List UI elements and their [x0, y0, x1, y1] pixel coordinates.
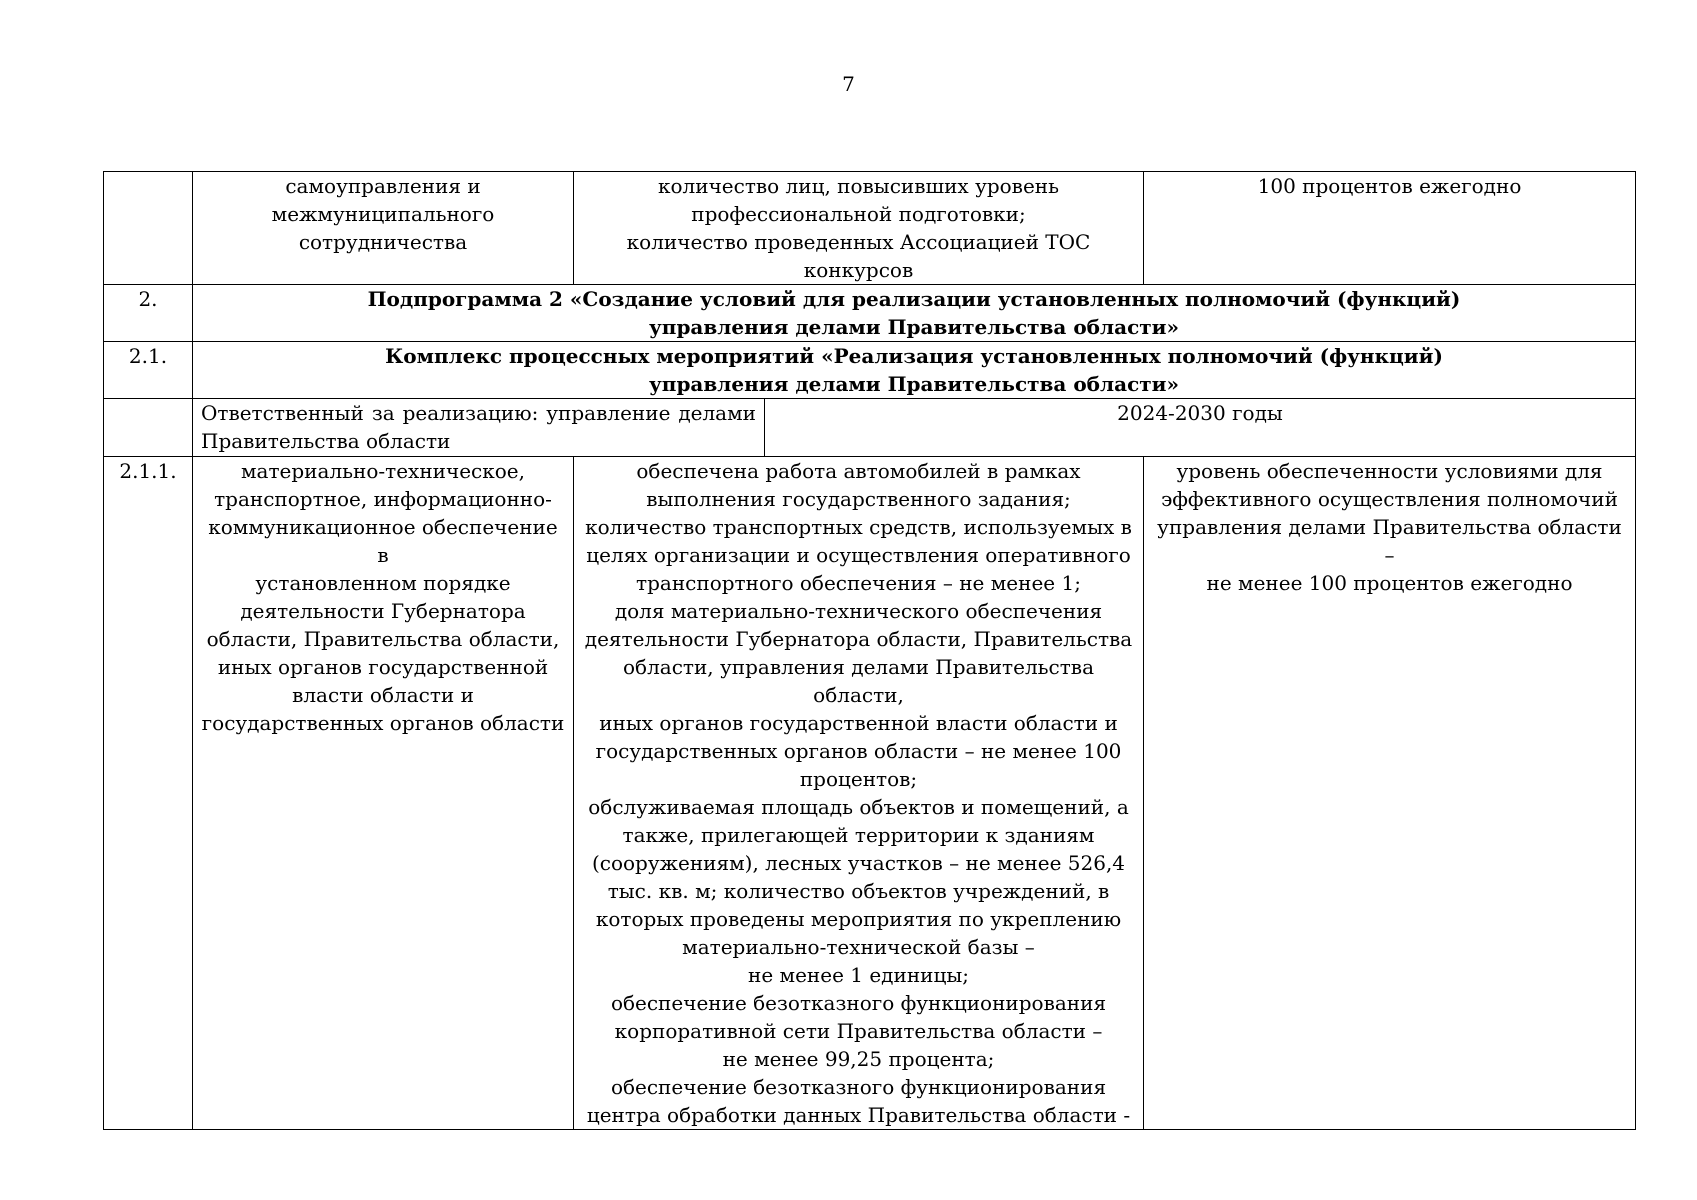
- text-line: профессиональной подготовки;: [691, 202, 1026, 226]
- text-line: не менее 1 единицы;: [747, 963, 969, 987]
- text-line: транспортного обеспечения – не менее 1;: [636, 571, 1081, 595]
- text-line: сотрудничества: [298, 230, 468, 254]
- row-number: 2.1.1.: [104, 457, 193, 1130]
- text-line: власти области и: [292, 683, 474, 707]
- table-row: [104, 342, 1636, 399]
- text-line: установленном порядке: [255, 571, 511, 595]
- responsible-row: [193, 399, 1636, 457]
- text-line: обслуживаемая площадь объектов и помещений, а: [588, 795, 1129, 819]
- text-line: количество транспортных средств, используемых в: [585, 515, 1132, 539]
- text-line: эффективного осуществления полномочий: [1161, 487, 1618, 511]
- text-line: выполнения государственного задания;: [646, 487, 1071, 511]
- row-number: 2.: [104, 285, 193, 342]
- text-line: деятельности Губернатора области, Правительства: [584, 627, 1133, 651]
- text-line: иных органов государственной: [217, 655, 549, 679]
- text-line: обеспечена работа автомобилей в рамках: [636, 459, 1081, 483]
- text-line: области, управления делами Правительства области,: [622, 655, 1094, 707]
- table-row: [104, 172, 1636, 285]
- text-line: коммуникационное обеспечение в: [208, 515, 558, 567]
- text-line: не менее 100 процентов ежегодно: [1206, 571, 1573, 595]
- text-line: государственных органов области: [201, 711, 565, 735]
- text-line: материально-технической базы –: [682, 935, 1035, 959]
- text-line: Подпрограмма 2 «Создание условий для реализации установленных полномочий (функций): [367, 287, 1461, 311]
- text-line: управления делами Правительства области»: [649, 315, 1179, 339]
- text-line: не менее 99,25 процента;: [722, 1047, 995, 1071]
- text-line: (сооружениям), лесных участков – не менее 526,4: [591, 851, 1126, 875]
- subprogram-title: [193, 285, 1636, 342]
- years-text: 2024-2030 годы: [1117, 401, 1283, 425]
- text-line: также, прилегающей территории к зданиям: [622, 823, 1095, 847]
- complex-title: [193, 342, 1636, 399]
- text-line: которых проведены мероприятия по укреплению: [595, 907, 1122, 931]
- row-number: [104, 399, 193, 457]
- text-line: управления делами Правительства области –: [1157, 515, 1622, 567]
- text-line: конкурсов: [803, 258, 914, 282]
- table-row: [104, 285, 1636, 342]
- text-line: самоуправления и: [285, 174, 481, 198]
- text-line: центра обработки данных Правительства области -: [586, 1103, 1131, 1127]
- row-number: [104, 172, 193, 285]
- text-line: транспортное, информационно-: [214, 487, 552, 511]
- activity-cell: [193, 172, 574, 285]
- text-line: области, Правительства области,: [206, 627, 560, 651]
- table-row: [104, 457, 1636, 1130]
- text-line: 100 процентов ежегодно: [1257, 174, 1522, 198]
- text-line: Комплекс процессных мероприятий «Реализация установленных полномочий (функций): [385, 344, 1443, 368]
- activity-cell: [193, 457, 574, 1130]
- text-line: государственных органов области – не менее 100: [595, 739, 1122, 763]
- text-line: количество лиц, повысивших уровень: [658, 174, 1059, 198]
- text-line: тыс. кв. м; количество объектов учреждений, в: [607, 879, 1110, 903]
- page-number: 7: [842, 72, 855, 96]
- text-line: обеспечение безотказного функционирования: [610, 1075, 1107, 1099]
- text-line: управления делами Правительства области»: [649, 372, 1179, 396]
- indicators-cell: [574, 457, 1144, 1130]
- result-cell: [1144, 457, 1636, 1130]
- text-line: деятельности Губернатора: [240, 599, 526, 623]
- indicators-cell: [574, 172, 1144, 285]
- program-table: [103, 171, 1636, 1130]
- text-line: уровень обеспеченности условиями для: [1176, 459, 1603, 483]
- text-line: процентов;: [799, 767, 918, 791]
- text-line: целях организации и осуществления оперативного: [586, 543, 1131, 567]
- text-line: иных органов государственной власти области и: [599, 711, 1118, 735]
- table-row: [104, 399, 1636, 457]
- text-line: межмуниципального: [271, 202, 495, 226]
- row-number: 2.1.: [104, 342, 193, 399]
- responsible-text: Ответственный за реализацию: управление делами Правительства области: [193, 399, 765, 456]
- text-line: доля материально-технического обеспечения: [614, 599, 1103, 623]
- text-line: корпоративной сети Правительства области –: [614, 1019, 1103, 1043]
- text-line: материально-техническое,: [241, 459, 525, 483]
- result-cell: [1144, 172, 1636, 285]
- text-line: количество проведенных Ассоциацией ТОС: [626, 230, 1091, 254]
- text-line: обеспечение безотказного функционирования: [610, 991, 1107, 1015]
